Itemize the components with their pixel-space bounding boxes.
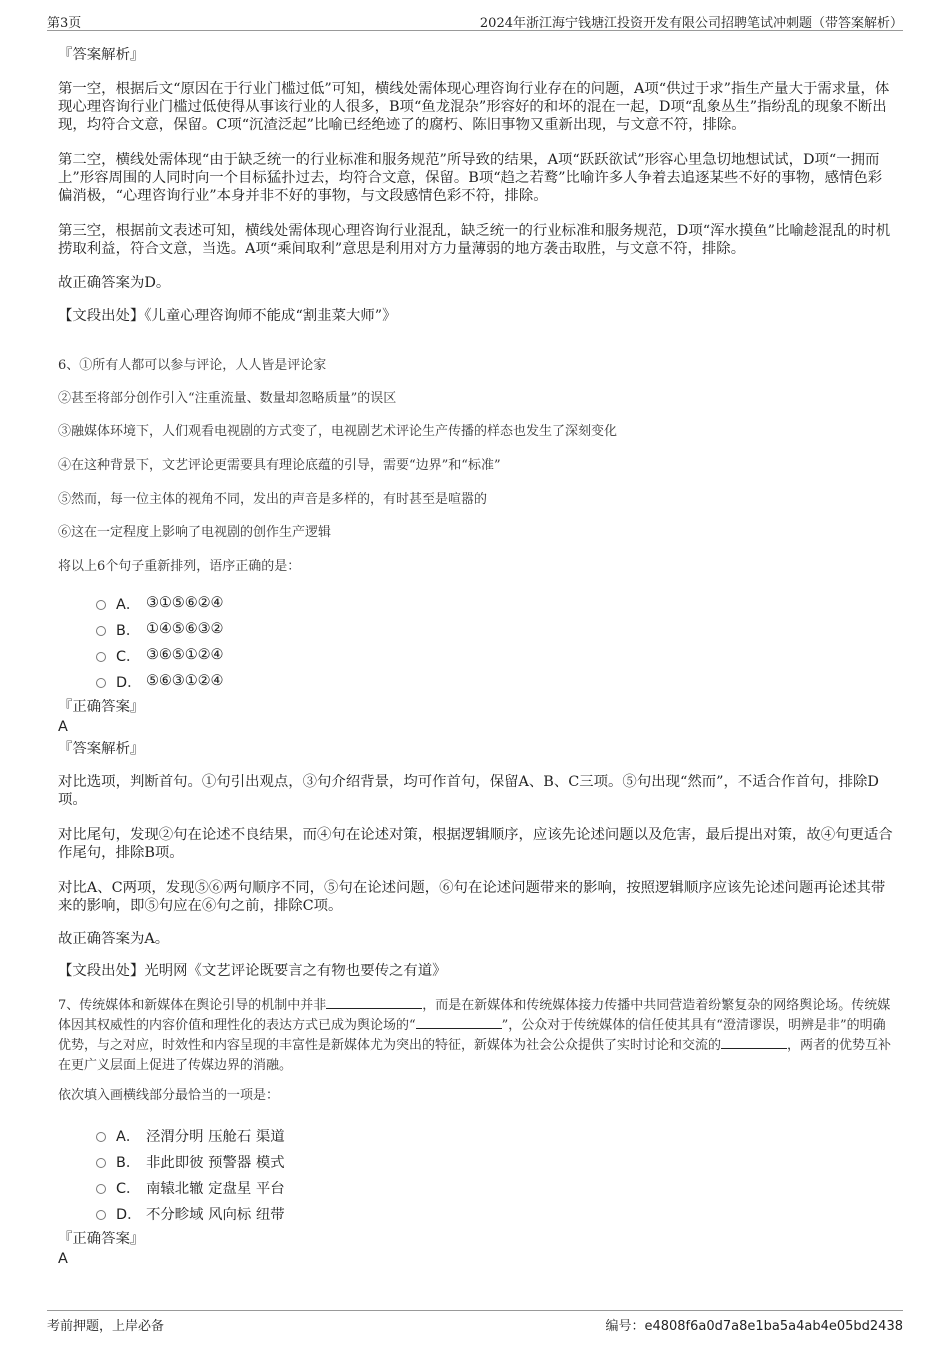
footer-slogan: 考前押题，上岸必备 <box>47 1319 165 1334</box>
option-text: ⑤⑥③①②④ <box>146 673 224 689</box>
option-text: 不分畛域 风向标 纽带 <box>146 1206 285 1223</box>
q6-stem-line: ④在这种背景下，文艺评论更需要具有理论底蕴的引导，需要“边界”和“标准” <box>58 458 501 473</box>
q6-analysis-label: 『答案解析』 <box>58 741 145 757</box>
page-number: 第3页 <box>47 16 82 31</box>
q6-analysis-para1: 对比选项，判断首句。①句引出观点，③句介绍背景，均可作首句，保留A、B、C三项。⑤句出现“然而”，不适合作首句，排除D项。 <box>58 774 879 808</box>
option-letter: D． <box>116 674 142 691</box>
q6-answer-value: A <box>58 719 68 735</box>
page-footer <box>47 1310 903 1335</box>
option-letter: C． <box>116 1180 141 1197</box>
q7-option-c[interactable] <box>96 1177 285 1197</box>
option-letter: D． <box>116 1206 142 1223</box>
option-letter: B． <box>116 1154 141 1171</box>
option-letter: B． <box>116 622 141 639</box>
radio-icon[interactable] <box>96 678 106 688</box>
q7-option-d[interactable] <box>96 1203 285 1223</box>
q5-analysis-label: 『答案解析』 <box>58 47 145 63</box>
q6-option-c[interactable] <box>96 645 223 665</box>
q7-stem-part: ”，公众对于传统媒体的信任使其具有“澄清谬误，明辨是非”的明确优势，与之对应，时效性和内容呈现的丰富性是新媒体尤为突出的特征，新媒体为社会公众提供了实时讨论和交流的 <box>58 1018 886 1053</box>
q5-analysis-para3: 第三空，根据前文表述可知，横线处需体现心理咨询行业混乱，缺乏统一的行业标准和服务规范，D项“浑水摸鱼”比喻趁混乱的时机捞取利益，符合文意，当选。A项“乘间取利”意思是利用对方力量薄弱的地方袭击取胜，与文意不符，排除。 <box>58 223 891 257</box>
q7-stem-part: ，而是在新媒体和传统媒体接力传播中共同营造着纷繁复杂的网络舆论场。传统媒体因其权威性的内容价值和理性化的表达方式已成为舆论场的“ <box>58 998 891 1033</box>
option-letter: A． <box>116 596 141 613</box>
option-text: ③①⑤⑥②④ <box>146 595 224 611</box>
page-header <box>47 10 903 31</box>
radio-icon[interactable] <box>96 652 106 662</box>
q5-analysis-para2: 第二空，横线处需体现“由于缺乏统一的行业标准和服务规范”所导致的结果，A项“跃跃欲试”形容心里急切地想试试，D项“一拥而上”形容周围的人同时向一个目标猛扑过去，均符合文意，保留。B项“趋之若鹜”比喻许多人争着去追逐某些不好的事物，感情色彩偏消极，“心理咨询行业”本身并非不好的事物，与文段感情色彩不符，排除。 <box>58 152 883 204</box>
radio-icon[interactable] <box>96 1184 106 1194</box>
option-text: ①④⑤⑥③② <box>146 621 224 637</box>
q5-source: 【文段出处】《儿童心理咨询师不能成“割韭菜大师”》 <box>58 308 397 324</box>
q6-stem-line: ⑥这在一定程度上影响了电视剧的创作生产逻辑 <box>58 525 332 540</box>
q6-source: 【文段出处】光明网《文艺评论既要言之有物也要传之有道》 <box>58 963 447 979</box>
option-text: 南辕北辙 定盘星 平台 <box>146 1180 285 1197</box>
radio-icon[interactable] <box>96 1132 106 1142</box>
q6-analysis-para3: 对比A、C两项，发现⑤⑥两句顺序不同，⑤句在论述问题，⑥句在论述问题带来的影响，按照逻辑顺序应该先论述问题再论述其带来的影响，即⑤句应在⑥句之前，排除C项。 <box>58 880 886 914</box>
radio-icon[interactable] <box>96 626 106 636</box>
radio-icon[interactable] <box>96 600 106 610</box>
option-text: 泾渭分明 压舱石 渠道 <box>146 1128 285 1145</box>
q7-answer-label: 『正确答案』 <box>58 1231 145 1247</box>
q6-conclusion: 故正确答案为A。 <box>58 931 170 947</box>
q6-stem-line: ⑤然而，每一位主体的视角不同，发出的声音是多样的，有时甚至是喧嚣的 <box>58 492 488 507</box>
option-letter: A． <box>116 1128 141 1145</box>
q7-prompt: 依次填入画横线部分最恰当的一项是： <box>58 1088 280 1103</box>
q7-stem-text <box>58 996 896 1076</box>
q6-prompt: 将以上6个句子重新排列，语序正确的是： <box>58 559 301 574</box>
q6-option-a[interactable] <box>96 593 223 613</box>
option-letter: C． <box>116 648 141 665</box>
footer-code: 编号：e4808f6a0d7a8e1ba5a4ab4e05bd2438 <box>605 1319 903 1334</box>
q5-analysis-para1: 第一空，根据后文“原因在于行业门槛过低”可知，横线处需体现心理咨询行业存在的问题，A项“供过于求”指生产量大于需求量，体现心理咨询行业门槛过低使得从事该行业的人很多，B项“鱼龙混杂”形容好的和坏的混在一起，D项“乱象丛生”指纷乱的现象不断出现，均符合文意，保留。C项“沉渣泛起”比喻已经绝迹了的腐朽、陈旧事物又重新出现，与文意不符，排除。 <box>58 81 890 133</box>
option-text: 非此即彼 预警器 模式 <box>146 1154 285 1171</box>
option-text: ③⑥⑤①②④ <box>146 647 224 663</box>
q6-stem-line: ③融媒体环境下，人们观看电视剧的方式变了，电视剧艺术评论生产传播的样态也发生了深刻变化 <box>58 424 618 439</box>
q7-stem-part: 7、传统媒体和新媒体在舆论引导的机制中并非 <box>58 998 327 1013</box>
blank-2 <box>416 1016 502 1029</box>
q6-stem-line: ②甚至将部分创作引入“注重流量、数量却忽略质量”的误区 <box>58 391 397 406</box>
q6-answer-label: 『正确答案』 <box>58 699 145 715</box>
q7-answer-value: A <box>58 1251 68 1267</box>
q7-option-a[interactable] <box>96 1125 285 1145</box>
q7-stem-part: ，两者的优势互补在更广义层面上促进了传媒边界的消融。 <box>58 1038 892 1073</box>
q6-analysis-para2: 对比尾句，发现②句在论述不良结果，而④句在论述对策，根据逻辑顺序，应该先论述问题以及危害，最后提出对策，故④句更适合作尾句，排除B项。 <box>58 827 893 861</box>
blank-1 <box>326 996 422 1009</box>
q7-option-b[interactable] <box>96 1151 285 1171</box>
radio-icon[interactable] <box>96 1210 106 1220</box>
blank-3 <box>721 1036 787 1049</box>
document-title: 2024年浙江海宁钱塘江投资开发有限公司招聘笔试冲刺题（带答案解析） <box>479 16 903 31</box>
q6-stem-line: 6、①所有人都可以参与评论，人人皆是评论家 <box>58 358 327 373</box>
q6-option-d[interactable] <box>96 671 223 691</box>
radio-icon[interactable] <box>96 1158 106 1168</box>
q6-option-b[interactable] <box>96 619 223 639</box>
q5-conclusion: 故正确答案为D。 <box>58 275 171 291</box>
